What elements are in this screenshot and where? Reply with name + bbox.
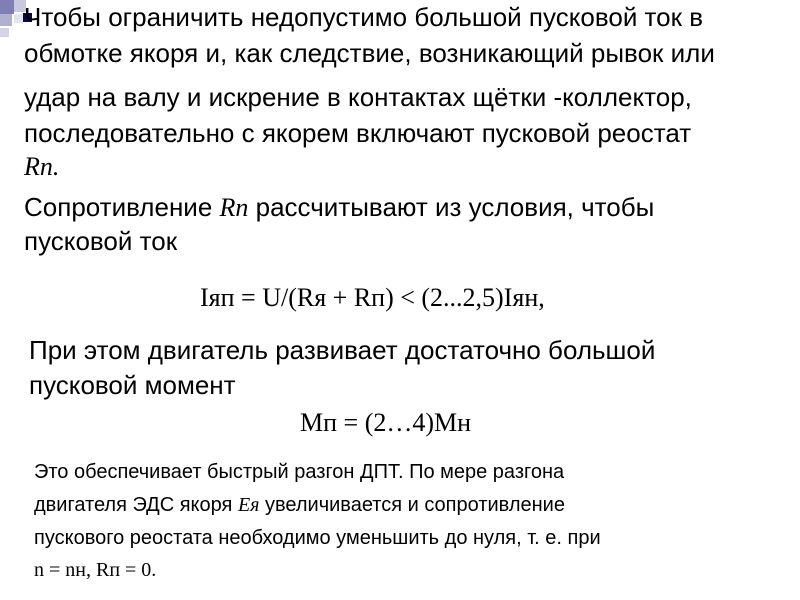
- para4-line3: пускового реостата необходимо уменьшить до нуля, т. е. при: [34, 527, 601, 549]
- para2-line2: пусковой ток: [24, 226, 178, 256]
- para1-line1: Чтобы ограничить недопустимо большой пусковой ток в: [24, 2, 704, 32]
- para4-line2: [34, 493, 565, 517]
- para4-line2-start: двигателя ЭДС якоря: [34, 494, 238, 516]
- para2-start: Сопротивление: [24, 192, 220, 222]
- para2-rest: рассчитывают из условия, чтобы: [248, 192, 655, 222]
- para4-line1: Это обеспечивает быстрый разгон ДПТ. По мере разгона: [34, 461, 565, 483]
- para3-line1: При этом двигатель развивает достаточно большой: [29, 335, 656, 365]
- para2-line1: [24, 192, 654, 223]
- para4-ea: Eя: [237, 494, 260, 516]
- starting-torque-formula: Mп = (2…4)Mн: [300, 408, 472, 437]
- para2-rn: Rп: [219, 193, 249, 222]
- para3-line2: пусковой момент: [29, 370, 236, 400]
- para1-line3: удар на валу и искрение в контактах щётки -коллектор,: [24, 82, 692, 112]
- para1-end-rn: Rп.: [24, 152, 60, 181]
- para4-line4: n = nн, Rп = 0.: [34, 559, 157, 581]
- para1-line4: последовательно с якорем включают пусковой реостат: [24, 118, 692, 148]
- para4-line2-rest: увеличивается и сопротивление: [259, 494, 565, 516]
- para1-line2: обмотке якоря и, как следствие, возникающий рывок или: [24, 38, 715, 68]
- starting-current-formula: Iяп = U/(Rя + Rп) < (2...2,5)Iян,: [200, 283, 545, 312]
